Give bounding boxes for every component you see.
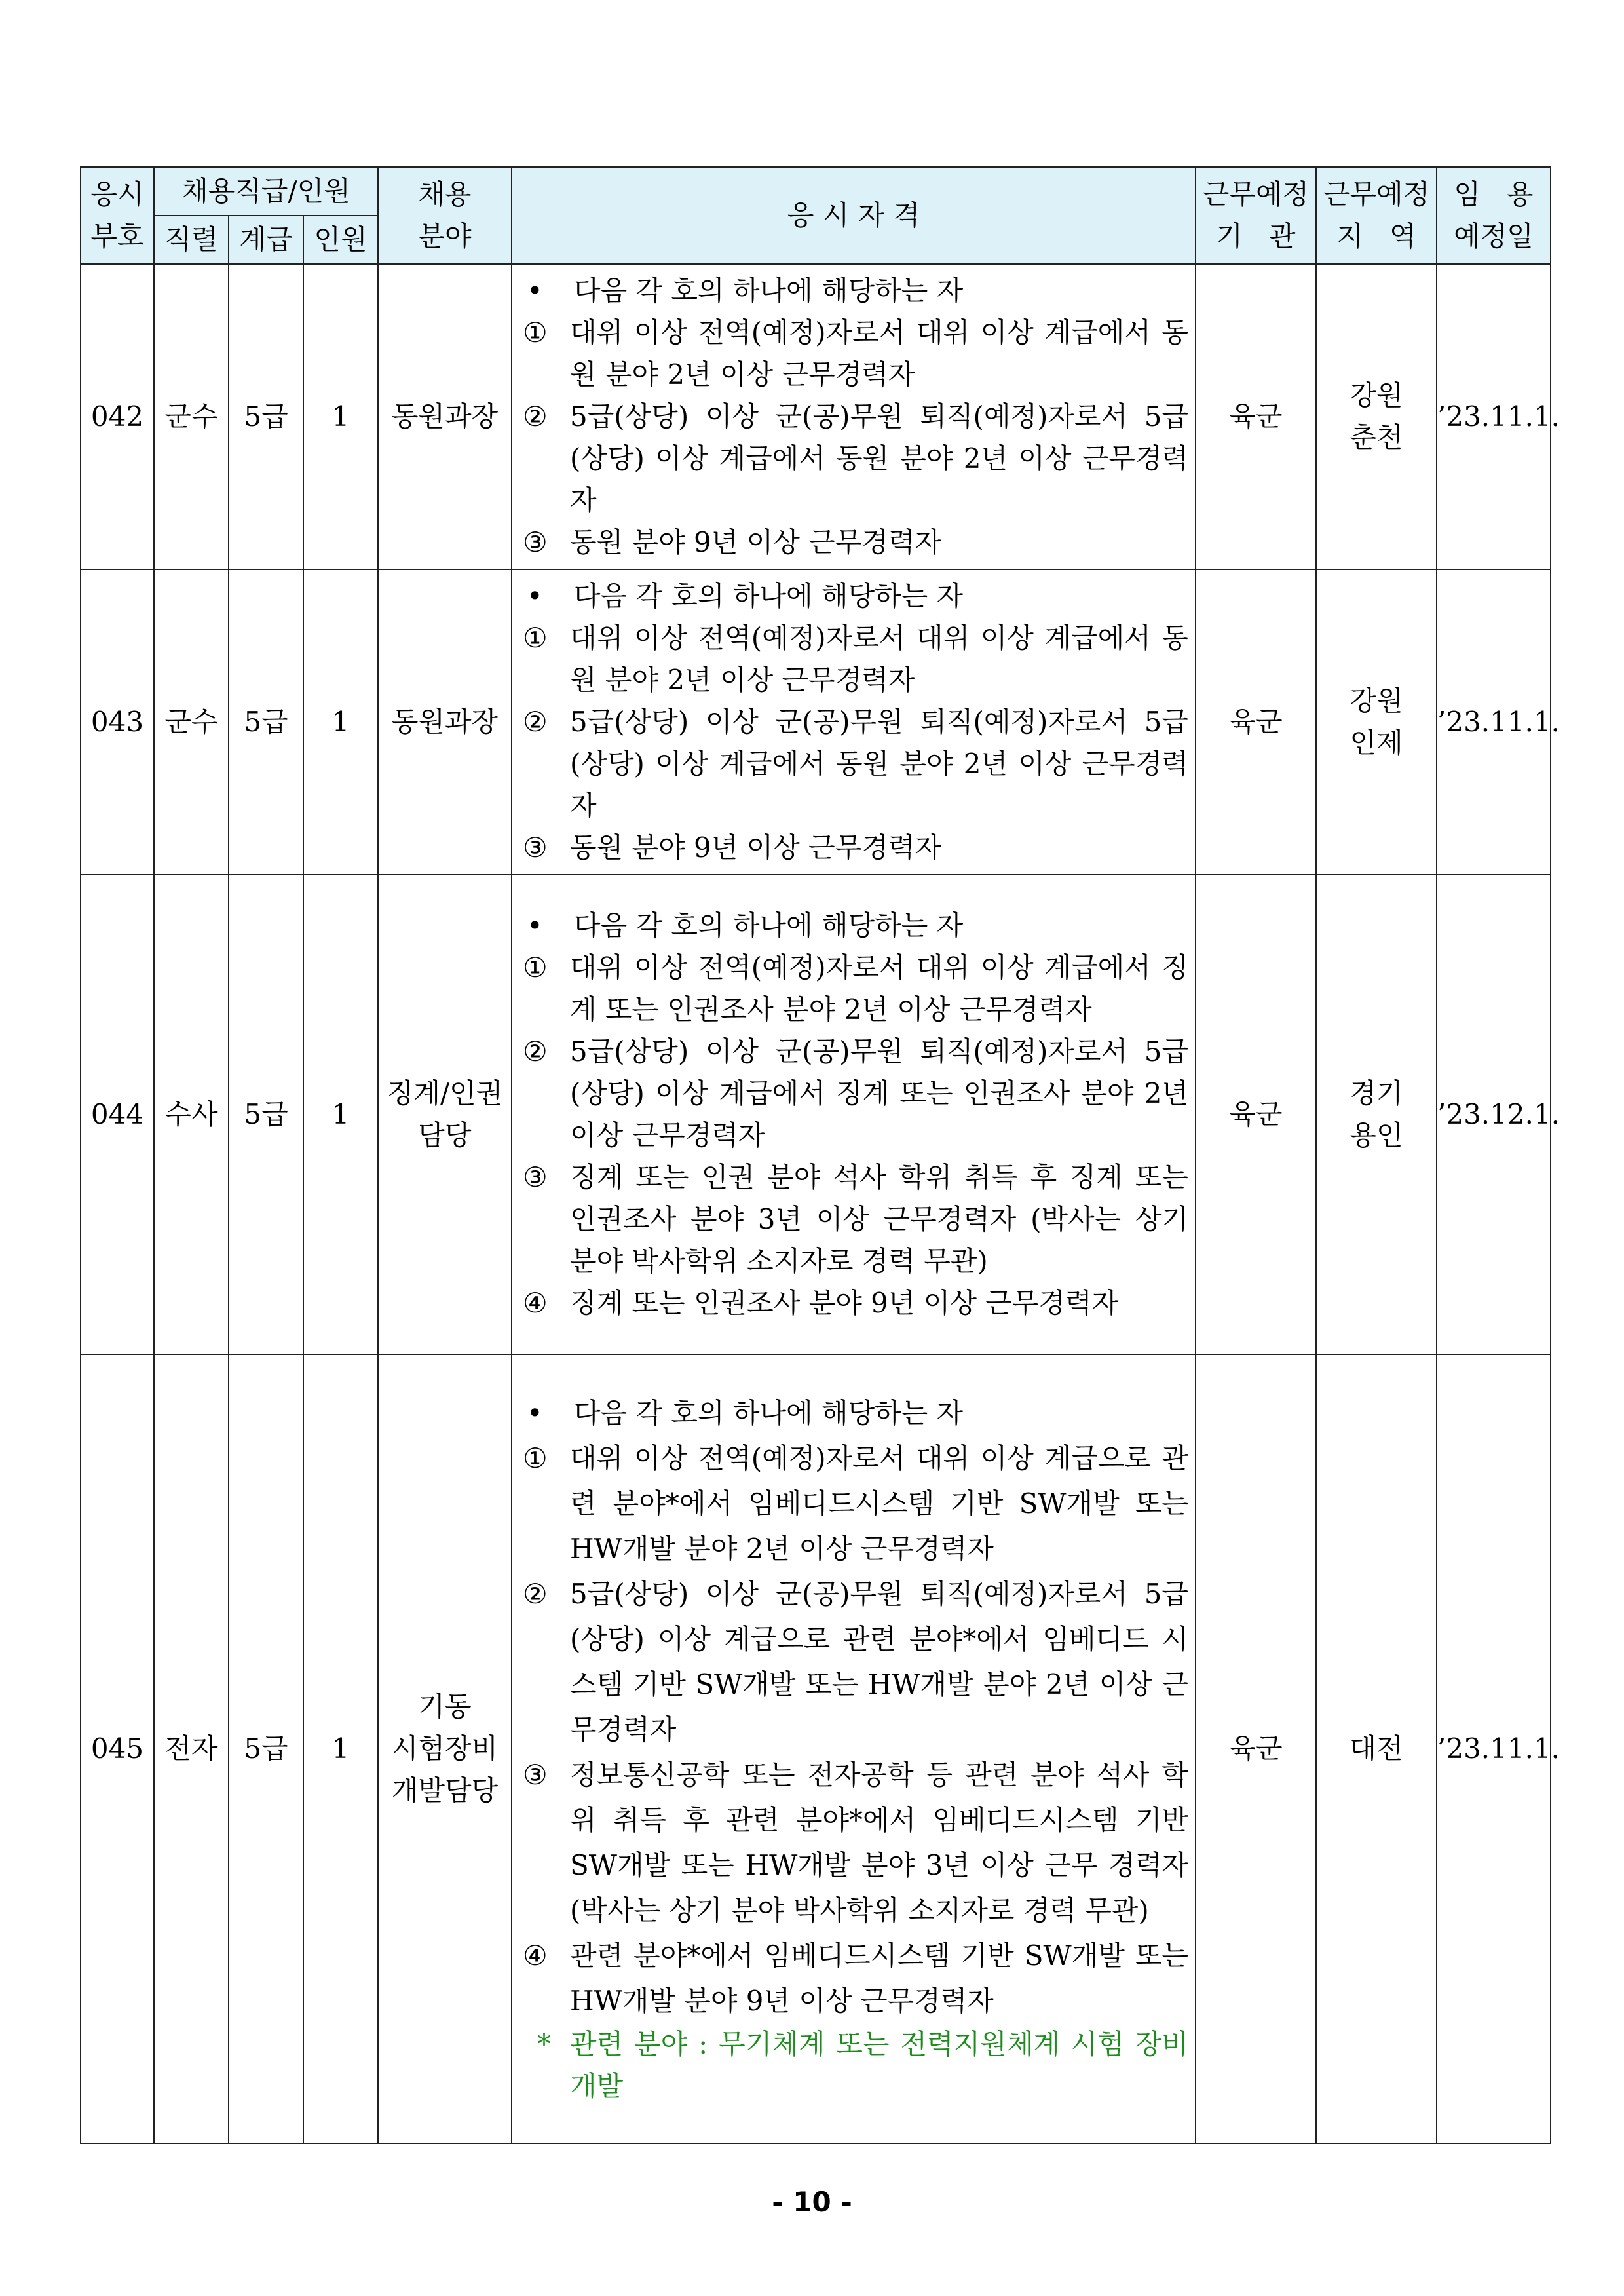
qualification-item: ③ 정보통신공학 또는 전자공학 등 관련 분야 석사 학위 취득 후 관련 분야*에서 임베디드시스템 기반 SW개발 또는 HW개발 분야 3년 이상 근무 경력자 (박사는 상기 분야 박사학위 소지자로 경력 무관) (523, 1759, 1188, 1926)
bullet-icon: • (527, 580, 543, 612)
work-org: 육군 (1196, 1354, 1316, 2143)
header-qualification: 응 시 자 격 (512, 167, 1196, 264)
qualification-cell (512, 1354, 1196, 2143)
qualification-intro: • 다음 각 호의 하나에 해당하는 자 (523, 1390, 1188, 1436)
qualification-item: ① 대위 이상 전역(예정)자로서 대위 이상 계급에서 동원 분야 2년 이상 근무경력자 (523, 622, 1188, 696)
job-series: 군수 (154, 264, 229, 569)
application-no: 044 (81, 875, 154, 1354)
recruitment-table (80, 166, 1560, 2144)
headcount: 1 (303, 875, 378, 1354)
qualification-item: ③ 징계 또는 인권 분야 석사 학위 취득 후 징계 또는 인권조사 분야 3년 이상 근무경력자 (박사는 상기 분야 박사학위 소지자로 경력 무관) (523, 1161, 1188, 1277)
qualification-cell (512, 569, 1196, 875)
recruit-field: 기동 시험장비 개발담당 (378, 1354, 512, 2143)
recruit-field: 동원과장 (378, 569, 512, 875)
recruit-field: 동원과장 (378, 264, 512, 569)
application-no: 045 (81, 1354, 154, 2143)
header-count: 인원 (303, 216, 378, 264)
work-org: 육군 (1196, 875, 1316, 1354)
qualification-intro: • 다음 각 호의 하나에 해당하는 자 (523, 270, 1188, 312)
header-org: 근무예정 기 관 (1196, 167, 1316, 264)
headcount: 1 (303, 264, 378, 569)
job-grade: 5급 (229, 569, 303, 875)
qualification-intro: • 다음 각 호의 하나에 해당하는 자 (523, 575, 1188, 617)
header-field: 채용 분야 (378, 167, 512, 264)
table-row (81, 569, 1551, 875)
job-series: 전자 (154, 1354, 229, 2143)
work-org: 육군 (1196, 264, 1316, 569)
appointment-date: ’23.11.1. (1437, 569, 1551, 875)
work-region: 강원 춘천 (1316, 264, 1437, 569)
job-grade: 5급 (229, 1354, 303, 2143)
header-series: 직렬 (154, 216, 229, 264)
qualification-item: ③ 동원 분야 9년 이상 근무경력자 (523, 832, 941, 864)
qualification-item: ① 대위 이상 전역(예정)자로서 대위 이상 계급에서 동원 분야 2년 이상 근무경력자 (523, 316, 1188, 391)
work-region: 대전 (1316, 1354, 1437, 2143)
table-row (81, 1354, 1551, 2143)
qualification-item: ③ 동원 분야 9년 이상 근무경력자 (523, 526, 941, 558)
header-application-no: 응시 부호 (81, 167, 154, 264)
table-row (81, 875, 1551, 1354)
header-grade: 계급 (229, 216, 303, 264)
bullet-icon: • (527, 275, 543, 307)
application-no: 043 (81, 569, 154, 875)
qualification-item: ① 대위 이상 전역(예정)자로서 대위 이상 계급에서 징계 또는 인권조사 분야 2년 이상 근무경력자 (523, 951, 1188, 1025)
appointment-date: ’23.11.1. (1437, 264, 1551, 569)
qualification-item: ④ 관련 분야*에서 임베디드시스템 기반 SW개발 또는 HW개발 분야 9년 이상 근무경력자 (523, 1940, 1188, 2017)
qualification-cell (512, 264, 1196, 569)
job-grade: 5급 (229, 264, 303, 569)
header-row-1 (81, 167, 1551, 216)
bullet-icon: • (527, 909, 543, 942)
recruit-field: 징계/인권 담당 (378, 875, 512, 1354)
appointment-date: ’23.12.1. (1437, 875, 1551, 1354)
work-region: 경기 용인 (1316, 875, 1437, 1354)
qualification-item: ④ 징계 또는 인권조사 분야 9년 이상 근무경력자 (523, 1287, 1119, 1319)
table-row (81, 264, 1551, 569)
header-region: 근무예정 지 역 (1316, 167, 1437, 264)
work-org: 육군 (1196, 569, 1316, 875)
application-no: 042 (81, 264, 154, 569)
headcount: 1 (303, 1354, 378, 2143)
qualification-note: * 관련 분야 : 무기체계 또는 전력지원체계 시험 장비개발 (537, 2028, 1188, 2102)
job-grade: 5급 (229, 875, 303, 1354)
qualification-item: ② 5급(상당) 이상 군(공)무원 퇴직(예정)자로서 5급(상당) 이상 계급에서 동원 분야 2년 이상 근무경력자 (523, 706, 1188, 822)
headcount: 1 (303, 569, 378, 875)
qualification-cell (512, 875, 1196, 1354)
qualification-item: ① 대위 이상 전역(예정)자로서 대위 이상 계급으로 관련 분야*에서 임베디드시스템 기반 SW개발 또는 HW개발 분야 2년 이상 근무경력자 (523, 1442, 1188, 1565)
job-series: 수사 (154, 875, 229, 1354)
qualification-item: ② 5급(상당) 이상 군(공)무원 퇴직(예정)자로서 5급(상당) 이상 계급에서 동원 분야 2년 이상 근무경력자 (523, 400, 1188, 516)
header-date: 임 용 예정일 (1437, 167, 1551, 264)
page-number: - 10 - (772, 2186, 852, 2218)
appointment-date: ’23.11.1. (1437, 1354, 1551, 2143)
header-position-group: 채용직급/인원 (154, 167, 378, 216)
work-region: 강원 인제 (1316, 569, 1437, 875)
qualification-item: ② 5급(상당) 이상 군(공)무원 퇴직(예정)자로서 5급(상당) 이상 계급에서 징계 또는 인권조사 분야 2년 이상 근무경력자 (523, 1035, 1188, 1151)
job-series: 군수 (154, 569, 229, 875)
qualification-intro: • 다음 각 호의 하나에 해당하는 자 (523, 905, 1188, 947)
qualification-item: ② 5급(상당) 이상 군(공)무원 퇴직(예정)자로서 5급(상당) 이상 계급으로 관련 분야*에서 임베디드 시스템 기반 SW개발 또는 HW개발 분야 2년 이상 근무경력자 (523, 1578, 1188, 1746)
bullet-icon: • (527, 1397, 543, 1429)
